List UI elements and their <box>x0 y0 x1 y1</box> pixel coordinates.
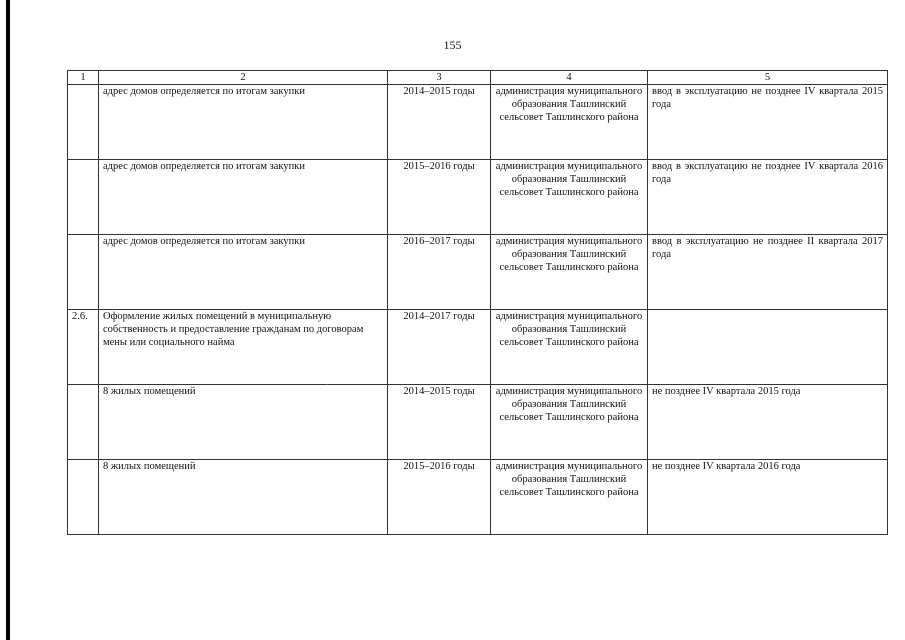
cell-number <box>68 85 99 160</box>
cell-period: 2014–2015 годы <box>388 85 491 160</box>
cell-result: не позднее IV квартала 2015 года <box>648 385 888 460</box>
cell-executor: администрация муниципального образования Ташлинский сельсовет Ташлинского района <box>491 460 648 535</box>
cell-number <box>68 160 99 235</box>
cell-result: ввод в эксплуатацию не позднее IV квартала 2016 года <box>648 160 888 235</box>
table-row <box>68 460 888 535</box>
header-col-4: 4 <box>491 71 648 85</box>
cell-period: 2015–2016 годы <box>388 460 491 535</box>
cell-number <box>68 235 99 310</box>
table-row <box>68 85 888 160</box>
cell-description: адрес домов определяется по итогам закупки <box>99 85 388 160</box>
scan-binding-edge <box>6 0 10 640</box>
cell-executor: администрация муниципального образования Ташлинский сельсовет Ташлинского района <box>491 160 648 235</box>
cell-result: не позднее IV квартала 2016 года <box>648 460 888 535</box>
header-col-5: 5 <box>648 71 888 85</box>
cell-number <box>68 460 99 535</box>
table-row <box>68 235 888 310</box>
cell-period: 2015–2016 годы <box>388 160 491 235</box>
cell-number <box>68 385 99 460</box>
cell-description: адрес домов определяется по итогам закупки <box>99 160 388 235</box>
cell-number: 2.6. <box>68 310 99 385</box>
cell-executor: администрация муниципального образования Ташлинский сельсовет Ташлинского района <box>491 310 648 385</box>
cell-executor: администрация муниципального образования Ташлинский сельсовет Ташлинского района <box>491 235 648 310</box>
cell-period: 2014–2015 годы <box>388 385 491 460</box>
program-table <box>67 70 888 535</box>
page-number: 155 <box>443 38 462 52</box>
table-header-row <box>68 71 888 85</box>
cell-executor: администрация муниципального образования Ташлинский сельсовет Ташлинского района <box>491 385 648 460</box>
cell-result: ввод в эксплуатацию не позднее IV квартала 2015 года <box>648 85 888 160</box>
table-row <box>68 160 888 235</box>
header-col-1: 1 <box>68 71 99 85</box>
header-col-2: 2 <box>99 71 388 85</box>
cell-result: ввод в эксплуатацию не позднее II квартала 2017 года <box>648 235 888 310</box>
cell-executor: администрация муниципального образования Ташлинский сельсовет Ташлинского района <box>491 85 648 160</box>
table-row <box>68 385 888 460</box>
cell-description: 8 жилых помещений <box>99 385 388 460</box>
cell-description: адрес домов определяется по итогам закупки <box>99 235 388 310</box>
scan-speck <box>326 384 328 385</box>
header-col-3: 3 <box>388 71 491 85</box>
cell-period: 2014–2017 годы <box>388 310 491 385</box>
table-row <box>68 310 888 385</box>
cell-description: 8 жилых помещений <box>99 460 388 535</box>
cell-period: 2016–2017 годы <box>388 235 491 310</box>
cell-description: Оформление жилых помещений в муниципальную собственность и предоставление гражданам по договорам мены или социального найма <box>99 310 388 385</box>
cell-result <box>648 310 888 385</box>
